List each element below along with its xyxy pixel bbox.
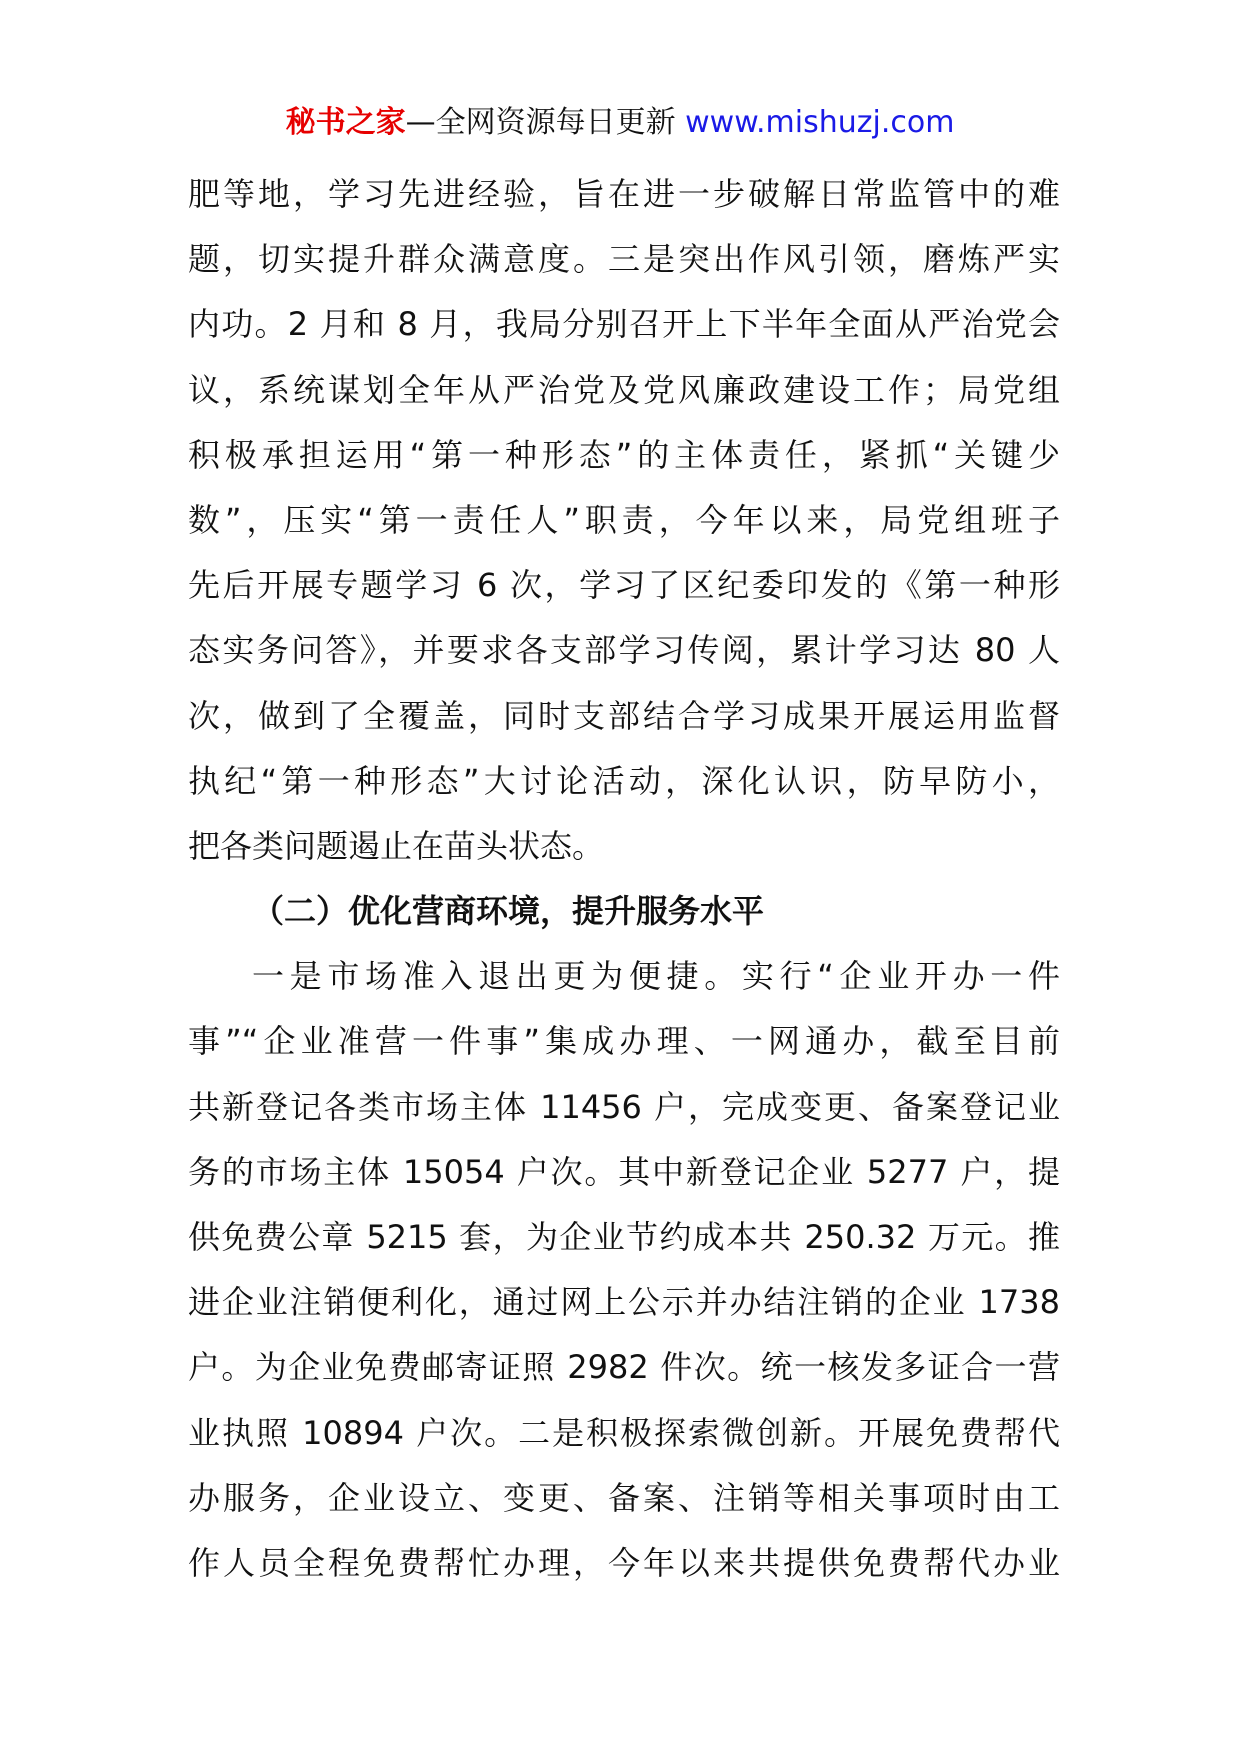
body-line: 题，切实提升群众满意度。三是突出作风引领，磨炼严实 (188, 240, 1060, 279)
body-line: 作人员全程免费帮忙办理，今年以来共提供免费帮代办业 (188, 1543, 1060, 1582)
body-line: 肥等地，学习先进经验，旨在进一步破解日常监管中的难 (188, 175, 1060, 213)
section-heading: （二）优化营商环境，提升服务水平 (252, 892, 765, 931)
page-header (0, 103, 1240, 143)
body-line: 把各类问题遏止在苗头状态。 (188, 826, 605, 865)
document-body (188, 162, 1060, 1596)
body-line: 事”“企业准营一件事”集成办理、一网通办，截至目前 (188, 1022, 1060, 1061)
body-line: 态实务问答》，并要求各支部学习传阅，累计学习达 80 人 (188, 631, 1060, 670)
body-line: 业执照 10894 户次。二是积极探索微创新。开展免费帮代 (188, 1413, 1060, 1452)
brand-name: 秘书之家 (285, 105, 406, 140)
body-line: 数”，压实“第一责任人”职责，今年以来，局党组班子 (188, 500, 1060, 539)
body-line: 共新登记各类市场主体 11456 户，完成变更、备案登记业 (188, 1087, 1060, 1126)
body-line: 户。为企业免费邮寄证照 2982 件次。统一核发多证合一营 (188, 1348, 1060, 1387)
body-line: 积极承担运用“第一种形态”的主体责任，紧抓“关键少 (188, 435, 1060, 474)
body-line: 务的市场主体 15054 户次。其中新登记企业 5277 户，提 (188, 1152, 1060, 1191)
body-line: 先后开展专题学习 6 次，学习了区纪委印发的《第一种形 (188, 566, 1060, 605)
body-line: 议，系统谋划全年从严治党及党风廉政建设工作；局党组 (188, 370, 1060, 409)
body-line: 办服务，企业设立、变更、备案、注销等相关事项时由工 (188, 1478, 1060, 1517)
body-line: 进企业注销便利化，通过网上公示并办结注销的企业 1738 (188, 1283, 1060, 1322)
body-line: 执纪“第一种形态”大讨论活动，深化认识，防早防小， (188, 761, 1060, 800)
body-line: 次，做到了全覆盖，同时支部结合学习成果开展运用监督 (188, 696, 1060, 735)
body-line: 一是市场准入退出更为便捷。实行“企业开办一件 (252, 957, 1060, 996)
body-line: 供免费公章 5215 套，为企业节约成本共 250.32 万元。推 (188, 1218, 1060, 1256)
body-line: 内功。2 月和 8 月，我局分别召开上下半年全面从严治党会 (188, 305, 1060, 344)
header-url[interactable]: www.mishuzj.com (685, 105, 955, 140)
header-tagline: —全网资源每日更新 (405, 105, 686, 140)
